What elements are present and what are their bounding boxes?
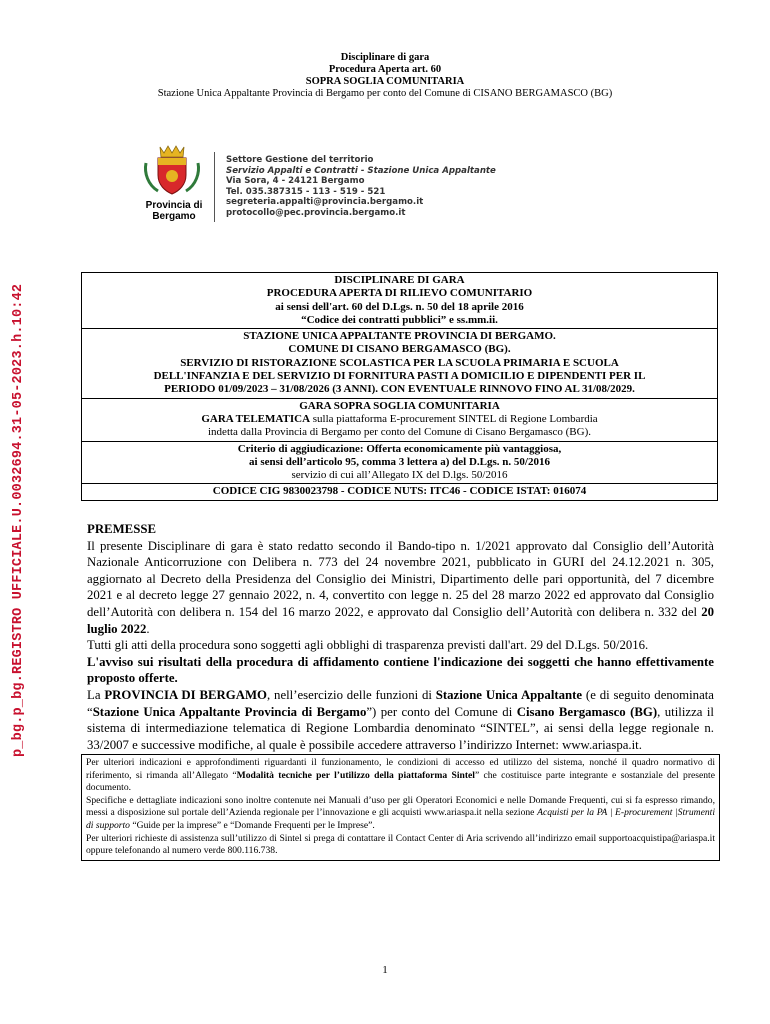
document-header xyxy=(0,52,770,100)
header-authority: Stazione Unica Appaltante Provincia di Bergamo per conto del Comune di CISANO BERGAMASCO (BG) xyxy=(157,88,613,99)
header-title: Disciplinare di gara xyxy=(340,52,430,63)
office-phone: Tel. 035.387315 - 113 - 519 - 521 xyxy=(226,186,386,197)
office-service: Servizio Appalti e Contratti - Stazione Unica Appaltante xyxy=(226,165,496,176)
logo-divider xyxy=(214,152,215,222)
page-number: 1 xyxy=(382,964,388,976)
box-row-procedure: DISCIPLINARE DI GARA PROCEDURA APERTA DI RILIEVO COMUNITARIO ai sensi dell'art. 60 del D.Lgs. n. 50 del 18 aprile 2016 “Codice dei contratti pubblici” e ss.mm.ii. xyxy=(82,273,718,329)
registry-stamp: p_bg.p_bg.REGISTRO UFFICIALE.U.0032694.31-05-2023.h.10:42 xyxy=(11,283,26,757)
box-row-platform: GARA SOPRA SOGLIA COMUNITARIA GARA TELEMATICA sulla piattaforma E-procurement SINTEL di Regione Lombardia indetta dalla Provincia di Bergamo per conto del Comune di Cisano Bergamasco (BG). xyxy=(82,398,718,441)
office-address: Via Sora, 4 - 24121 Bergamo xyxy=(226,176,365,187)
premesse-section xyxy=(87,521,714,753)
paragraph-avviso: L'avviso sui risultati della procedura di affidamento contiene l'indicazione dei soggetti che hanno effettivamente proposto offerte. xyxy=(87,654,714,686)
office-pec: protocollo@pec.provincia.bergamo.it xyxy=(226,207,406,218)
tender-summary-box xyxy=(81,272,718,501)
logo-caption: Provincia di Bergamo xyxy=(145,200,203,222)
note-paragraph-2: Specifiche e dettagliate indicazioni sono inoltre contenute nei Manuali d’uso per gli Operatori Economici e nelle Domande Frequenti, cui si fa espresso rimando, messi a disposizione sul portale dell’Azienda regionale per l’innovazione e gli acquisti www.ariaspa.it nella sezione Acquisti per la PA | E-procurement |Strumenti di supporto “Guide per la imprese” e “Domande Frequenti per le Imprese”. xyxy=(86,794,715,831)
office-department: Settore Gestione del territorio xyxy=(226,155,374,165)
sintel-info-box xyxy=(81,754,720,861)
paragraph-trasparenza: Tutti gli atti della procedura sono soggetti agli obblighi di trasparenza previsti dall'art. 29 del D.Lgs. 50/2016. xyxy=(87,638,649,653)
box-row-criteria: Criterio di aggiudicazione: Offerta economicamente più vantaggiosa, ai sensi dell’articolo 95, comma 3 lettera a) del D.Lgs. n. 50/2016 servizio di cui all’Allegato IX del D.lgs. 50/2016 xyxy=(82,441,718,484)
coat-of-arms-icon xyxy=(142,143,202,199)
office-email: segreteria.appalti@provincia.bergamo.it xyxy=(226,197,424,208)
box-row-service: STAZIONE UNICA APPALTANTE PROVINCIA DI BERGAMO. COMUNE DI CISANO BERGAMASCO (BG). SERVIZIO DI RISTORAZIONE SCOLASTICA PER LA SCUOLA PRIMARIA E SCUOLA DELL'INFANZIA E DEL SERVIZIO DI FORNITURA PASTI A DOMICILIO E DIPENDENTI PER IL PERIODO 01/09/2023 – 31/08/2026 (3 ANNI). CON EVENTUALE RINNOVO FINO AL 31/08/2029. xyxy=(82,329,718,398)
box-row-codes: CODICE CIG 9830023798 - CODICE NUTS: ITC46 - CODICE ISTAT: 016074 xyxy=(82,484,718,500)
paragraph-provincia: La PROVINCIA DI BERGAMO, nell’esercizio delle funzioni di Stazione Unica Appaltante (e di seguito denominata “Stazione Unica Appaltante Provincia di Bergamo”) per conto del Comune di Cisano Bergamasco (BG), utilizza il sistema di intermediazione telematica di Regione Lombardia denominato “SINTEL”, ai sensi della legge regionale n. 33/2007 e successive modifiche, al quale è possibile accedere attraverso l’indirizzo Internet: www.ariaspa.it. xyxy=(87,687,714,752)
note-paragraph-3: Per ulteriori richieste di assistenza sull’utilizzo di Sintel si prega di contattare il Contact Center di Aria scrivendo all’indirizzo email supportoacquistipa@ariaspa.it oppure telefonando al numero verde 800.116.738. xyxy=(86,832,715,857)
note-paragraph-1: Per ulteriori indicazioni e approfondimenti riguardanti il funzionamento, le condizioni di accesso ed utilizzo del sistema, nonché il quadro normativo di riferimento, si rimanda all’Allegato “Modalità tecniche per l’utilizzo della piattaforma Sintel” che costituisce parte integrante e sostanziale del presente documento. xyxy=(86,757,715,794)
office-contacts xyxy=(226,155,496,219)
paragraph-bando-tipo: Il presente Disciplinare di gara è stato redatto secondo il Bando-tipo n. 1/2021 approvato dal Consiglio dell’Autorità Nazionale Anticorruzione con Delibera n. 773 del 24 novembre 2021, pubblicato in GURI del 24.12.2021 n. 305, aggiornato al Decreto della Presidenza del Consiglio dei Ministri, Dipartimento delle pari opportunità, del 7 dicembre 2021 e al decreto legge 27 gennaio 2022, n. 4, convertito con legge n. 25 del 28 marzo 2022 ed approvato dal Consiglio dell’Autorità con delibera n. 154 del 16 marzo 2022, e approvato dal Consiglio dell’Autorità con delibera n. 332 del 20 luglio 2022. xyxy=(87,538,714,636)
header-threshold: SOPRA SOGLIA COMUNITARIA xyxy=(305,76,465,87)
section-heading: PREMESSE xyxy=(87,522,156,536)
header-procedure: Procedura Aperta art. 60 xyxy=(328,64,442,75)
